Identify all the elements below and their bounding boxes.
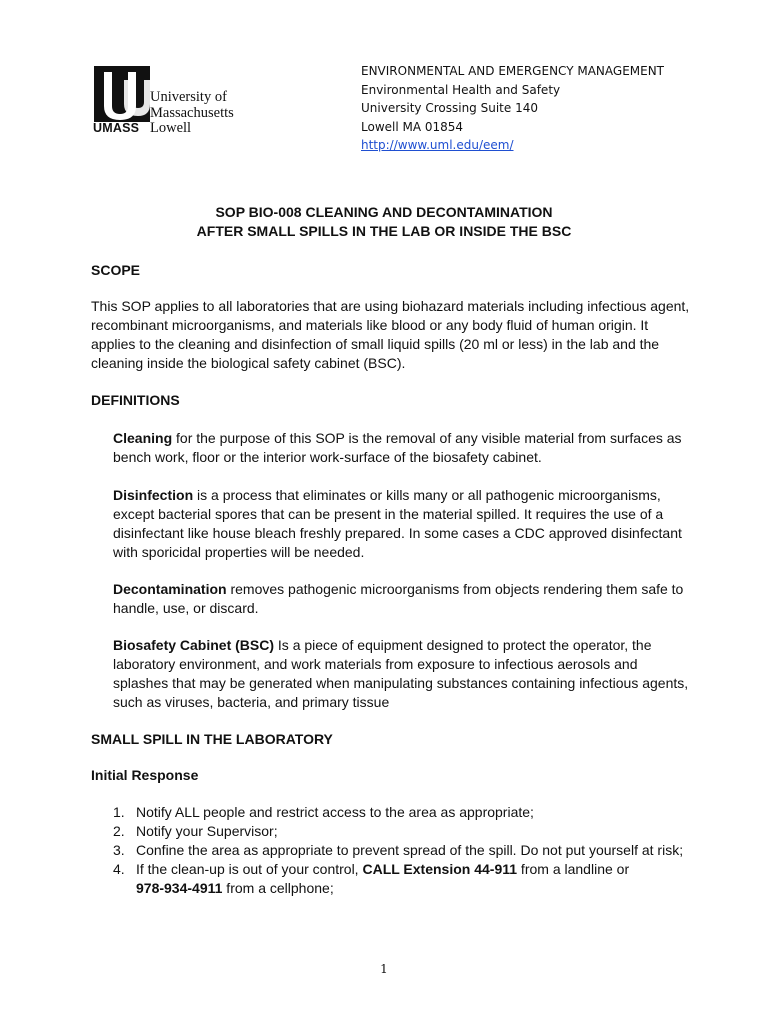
- call-extension: CALL Extension 44-911: [362, 861, 518, 877]
- logo-university-line1: University of: [150, 89, 227, 105]
- list-item: [91, 860, 691, 898]
- header-address1: University Crossing Suite 140: [361, 101, 538, 115]
- umass-logo-mark: [94, 66, 154, 126]
- definition-text: for the purpose of this SOP is the removal of any visible material from surfaces as bench work, floor or the interior work-surface of the biosafety cabinet.: [113, 430, 682, 465]
- list-item-number: 1.: [113, 804, 125, 820]
- list-item: [91, 841, 691, 860]
- doc-title-line2: AFTER SMALL SPILLS IN THE LAB OR INSIDE THE BSC: [196, 223, 572, 239]
- initial-response-list: [91, 803, 691, 898]
- definition-term: Cleaning: [113, 430, 173, 446]
- header-contact-block: [361, 62, 664, 155]
- list-item: [91, 822, 691, 841]
- definition-decontamination: [113, 580, 693, 618]
- definition-text: removes pathogenic microorganisms from objects rendering them safe to handle, use, or discard.: [113, 581, 684, 616]
- header-url-link[interactable]: http://www.uml.edu/eem/: [361, 138, 514, 152]
- small-spill-heading: SMALL SPILL IN THE LABORATORY: [91, 731, 333, 747]
- list-item-text-pre: If the clean-up is out of your control,: [136, 861, 363, 877]
- list-item-text: Notify your Supervisor;: [136, 823, 278, 839]
- definition-disinfection: [113, 486, 693, 562]
- definition-text: Is a piece of equipment designed to protect the operator, the laboratory environment, and work materials from exposure to infectious aerosols and splashes that may be generated when manipulating substances containing infectious agents, such as viruses, bacteria, and primary tissue: [113, 637, 689, 710]
- list-item-number: 4.: [113, 861, 125, 877]
- definition-bsc: [113, 636, 693, 712]
- list-item-text: Confine the area as appropriate to prevent spread of the spill. Do not put yourself at risk;: [136, 842, 684, 858]
- definition-cleaning: [113, 429, 693, 467]
- definition-term: Biosafety Cabinet (BSC): [113, 637, 275, 653]
- header-address2: Lowell MA 01854: [361, 119, 464, 134]
- definition-term: Decontamination: [113, 581, 227, 597]
- scope-text: This SOP applies to all laboratories that are using biohazard materials including infectious agent, recombinant microorganisms, and materials like blood or any body fluid of human origin. It applies to the cleaning and disinfection of small liquid spills (20 ml or less) in the lab and the cleaning inside the biological safety cabinet (BSC).: [91, 298, 690, 371]
- page-number: 1: [380, 962, 388, 976]
- initial-response-subheading: Initial Response: [91, 767, 199, 783]
- list-item-number: 3.: [113, 842, 125, 858]
- logo-lowell: Lowell: [150, 120, 192, 136]
- cellphone-number: 978-934-4911: [136, 880, 223, 896]
- definitions-heading: DEFINITIONS: [91, 392, 180, 408]
- header-dept: ENVIRONMENTAL AND EMERGENCY MANAGEMENT: [361, 64, 665, 78]
- definition-text: is a process that eliminates or kills many or all pathogenic microorganisms, except bacterial spores that can be present in the material spilled. It requires the use of a disinfectant like house bleach freshly prepared. In some cases a CDC approved disinfectant with sporicidal properties will be needed.: [113, 487, 682, 560]
- list-item: [91, 803, 691, 822]
- logo-wordmark: [93, 89, 234, 136]
- list-item-text: Notify ALL people and restrict access to the area as appropriate;: [136, 804, 534, 820]
- logo-umass: UMASS: [93, 121, 140, 135]
- scope-heading: SCOPE: [91, 262, 141, 278]
- definition-term: Disinfection: [113, 487, 194, 503]
- list-item-number: 2.: [113, 823, 125, 839]
- logo-university-line2: Massachusetts: [150, 104, 234, 121]
- header-office: Environmental Health and Safety: [361, 82, 561, 97]
- doc-title-line1: SOP BIO-008 CLEANING AND DECONTAMINATION: [215, 204, 553, 220]
- list-item-text-post: from a cellphone;: [222, 880, 334, 896]
- list-item-text-mid: from a landline or: [517, 861, 630, 877]
